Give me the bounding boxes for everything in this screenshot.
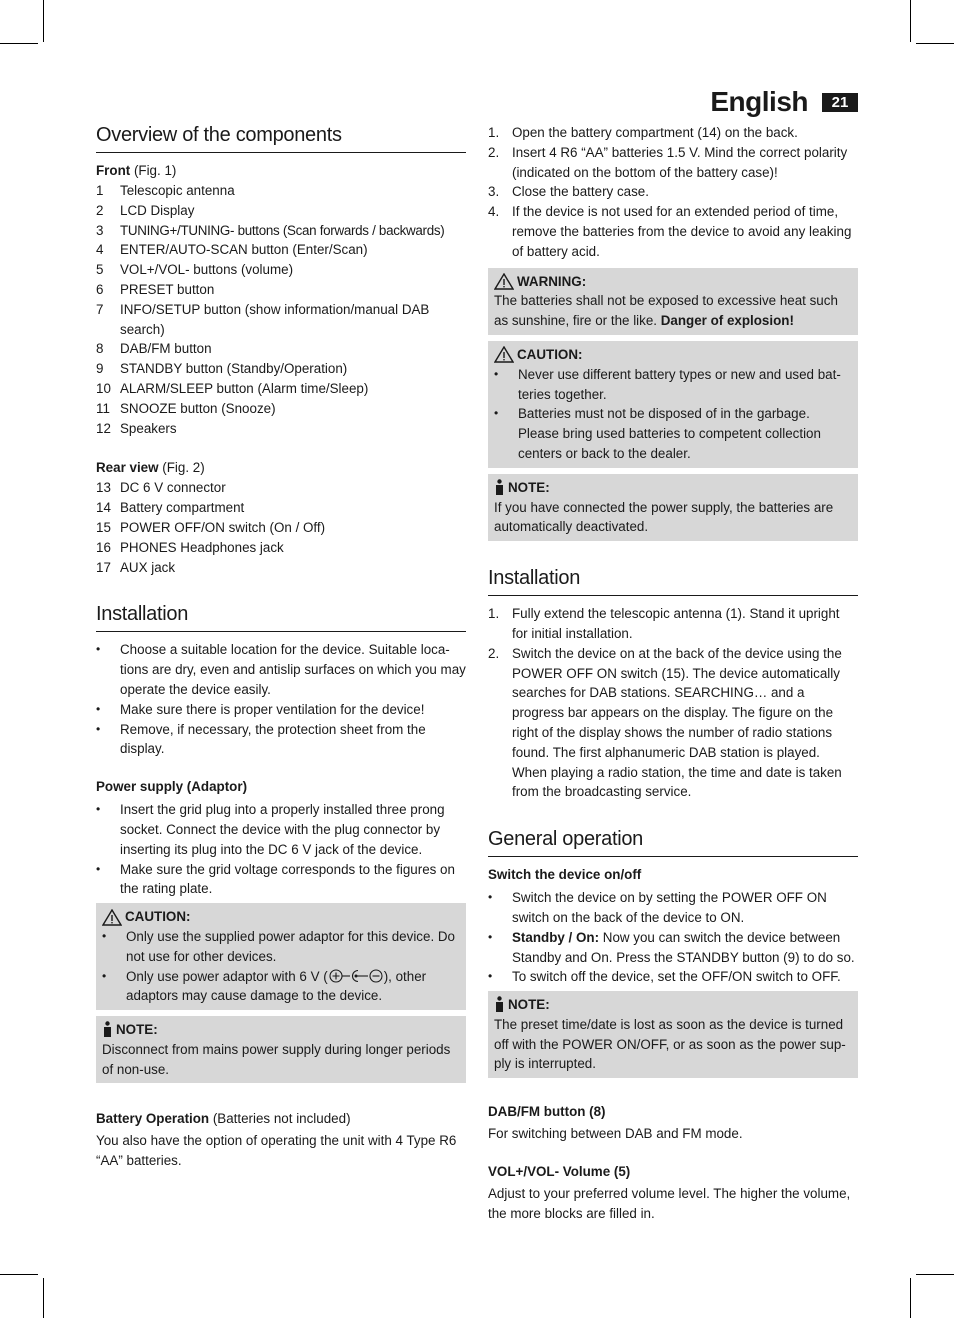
rear-view-heading: Rear view (Fig. 2) <box>96 460 205 476</box>
warning-text: The batteries shall not be exposed to excessive heat such as sunshine, fire or the like. Danger of explosion! <box>494 293 838 329</box>
list-item: 14 Battery compartment <box>96 500 245 516</box>
overview-heading: Overview of the components <box>96 122 466 153</box>
caution-box <box>96 903 466 1010</box>
list-item: • To switch off the device, set the OFF/ON switch to OFF. <box>488 969 841 985</box>
list-item: 1. Open the battery compartment (14) on the back. <box>488 125 798 140</box>
list-item: 9 STANDBY button (Standby/Operation) <box>96 361 348 377</box>
list-item: • Switch the device on by setting the POWER OFF ON switch on the back of the device to ON. <box>488 890 827 925</box>
volume-heading: VOL+/VOL- Volume (5) <box>488 1164 631 1180</box>
installation-steps-list <box>488 604 858 802</box>
switch-list <box>488 888 858 987</box>
warning-box <box>488 268 858 335</box>
crop-mark <box>910 1278 911 1318</box>
list-item: 1. Fully extend the telescopic antenna (1). Stand it upright for initial installation. <box>488 606 840 641</box>
list-item: 5 VOL+/VOL- buttons (volume) <box>96 262 294 278</box>
list-item: 1 Telescopic antenna <box>96 183 235 198</box>
installation-heading: Installation <box>96 601 466 632</box>
list-item: • Only use the supplied power adaptor for this device. Do not use for other devices. <box>102 928 455 964</box>
list-item: 10 ALARM/SLEEP button (Alarm time/Sleep) <box>96 380 369 396</box>
list-item: 17 AUX jack <box>96 559 176 575</box>
crop-mark <box>916 1274 954 1275</box>
list-item: 3. Close the battery case. <box>488 184 649 200</box>
list-item: 4. If the device is not used for an extended period of time, remove the batteries from the device to avoid any leaking of battery acid. <box>488 204 852 259</box>
info-icon <box>102 1021 113 1038</box>
volume-text: Adjust to your preferred volume level. The higher the volume, the more blocks are filled in. <box>488 1186 851 1221</box>
list-item: • Make sure there is proper ventilation for the device! <box>96 701 425 717</box>
list-item: 4 ENTER/AUTO-SCAN button (Enter/Scan) <box>96 242 368 258</box>
crop-mark <box>910 0 911 42</box>
polarity-symbol-icon <box>328 968 384 984</box>
crop-mark <box>916 43 954 44</box>
note-title: NOTE: <box>494 478 852 498</box>
switch-heading: Switch the device on/off <box>488 867 642 883</box>
general-operation-heading: General operation <box>488 826 858 857</box>
list-item: 2. Insert 4 R6 “AA” batteries 1.5 V. Mind the correct polarity (indicated on the bottom of the battery case)! <box>488 144 848 180</box>
warning-title: WARNING: <box>494 272 852 292</box>
note-title: NOTE: <box>494 995 852 1015</box>
dabfm-text: For switching between DAB and FM mode. <box>488 1126 743 1142</box>
battery-steps-list <box>488 123 858 262</box>
info-icon <box>494 479 505 496</box>
list-item: 15 POWER OFF/ON switch (On / Off) <box>96 519 326 535</box>
list-item: 7 INFO/SETUP button (show information/manual DAB search) <box>96 301 430 337</box>
front-component-list <box>96 181 466 438</box>
dabfm-heading: DAB/FM button (8) <box>488 1104 606 1120</box>
info-icon <box>494 996 505 1013</box>
list-item: • Never use different battery types or new and used bat-teries together. <box>494 366 841 402</box>
language-title: English <box>710 86 808 117</box>
power-supply-heading: Power supply (Adaptor) <box>96 779 248 795</box>
rear-component-list <box>96 478 466 577</box>
note-title: NOTE: <box>102 1020 460 1040</box>
list-item: 3 TUNING+/TUNING- buttons (Scan forwards / backwards) <box>96 222 445 238</box>
caution-box <box>488 341 858 468</box>
list-item: 8 DAB/FM button <box>96 341 212 357</box>
installation-list <box>96 640 466 759</box>
note-text: If you have connected the power supply, the batteries are automatically deactivated. <box>494 499 834 535</box>
list-item: • Insert the grid plug into a properly installed three prong socket. Connect the device with the plug connector by inserting its plug into the DC 6 V jack of the device. <box>96 802 445 857</box>
installation-heading: Installation <box>488 565 858 596</box>
note-text: The preset time/date is lost as soon as the device is turned off with the POWER ON/OFF, or as soon as the power sup-ply is interrupted. <box>494 1016 846 1072</box>
list-item: • Make sure the grid voltage corresponds to the figures on the rating plate. <box>96 861 455 897</box>
crop-mark <box>43 0 44 42</box>
list-item: • Only use power adaptor with 6 V ( ), other adaptors may cause damage to the device. <box>102 968 427 1004</box>
note-box <box>96 1016 466 1083</box>
list-item: • Choose a suitable location for the device. Suitable loca-tions are dry, even and antislip surfaces on which you may operate the device easily. <box>96 642 466 697</box>
list-item: • Remove, if necessary, the protection sheet from the display. <box>96 721 426 757</box>
list-item: 2. Switch the device on at the back of the device using the POWER OFF ON switch (15). The device automatically searches for DAB stations. SEARCHING… and a progress bar appears on the display. The figure on the right of the display shows the number of radio stations found. The first alphanumeric DAB station is played. When playing a radio station, the time and date is taken from the broadcasting service. <box>488 645 842 800</box>
caution-title: CAUTION: <box>494 345 852 365</box>
left-column <box>96 122 466 1171</box>
list-item: • Standby / On: Now you can switch the device between Standby and On. Press the STANDBY button (9) to do so. <box>488 929 855 965</box>
crop-mark <box>0 43 38 44</box>
warning-triangle-icon <box>102 909 122 926</box>
caution-title: CAUTION: <box>102 907 460 927</box>
warning-triangle-icon <box>494 273 514 290</box>
list-item: • Batteries must not be disposed of in the garbage. Please bring used batteries to competent collection centers or back to the dealer. <box>494 406 821 461</box>
crop-mark <box>0 1274 38 1275</box>
note-box <box>488 474 858 541</box>
right-column <box>488 122 858 1224</box>
battery-operation-text: You also have the option of operating the unit with 4 Type R6 “AA” batteries. <box>96 1133 457 1169</box>
note-box <box>488 991 858 1078</box>
warning-triangle-icon <box>494 346 514 363</box>
list-item: 12 Speakers <box>96 420 177 436</box>
list-item: 16 PHONES Headphones jack <box>96 539 284 555</box>
list-item: 2 LCD Display <box>96 202 195 218</box>
front-heading: Front (Fig. 1) <box>96 163 177 178</box>
power-supply-list <box>96 800 466 899</box>
list-item: 11 SNOOZE button (Snooze) <box>96 400 276 416</box>
battery-operation-heading: Battery Operation (Batteries not included) <box>96 1111 351 1127</box>
page-header <box>710 86 858 118</box>
page-number: 21 <box>822 93 858 112</box>
list-item: 13 DC 6 V connector <box>96 480 226 496</box>
list-item: 6 PRESET button <box>96 281 215 297</box>
crop-mark <box>43 1278 44 1318</box>
note-text: Disconnect from mains power supply during longer periods of non-use. <box>102 1041 451 1077</box>
